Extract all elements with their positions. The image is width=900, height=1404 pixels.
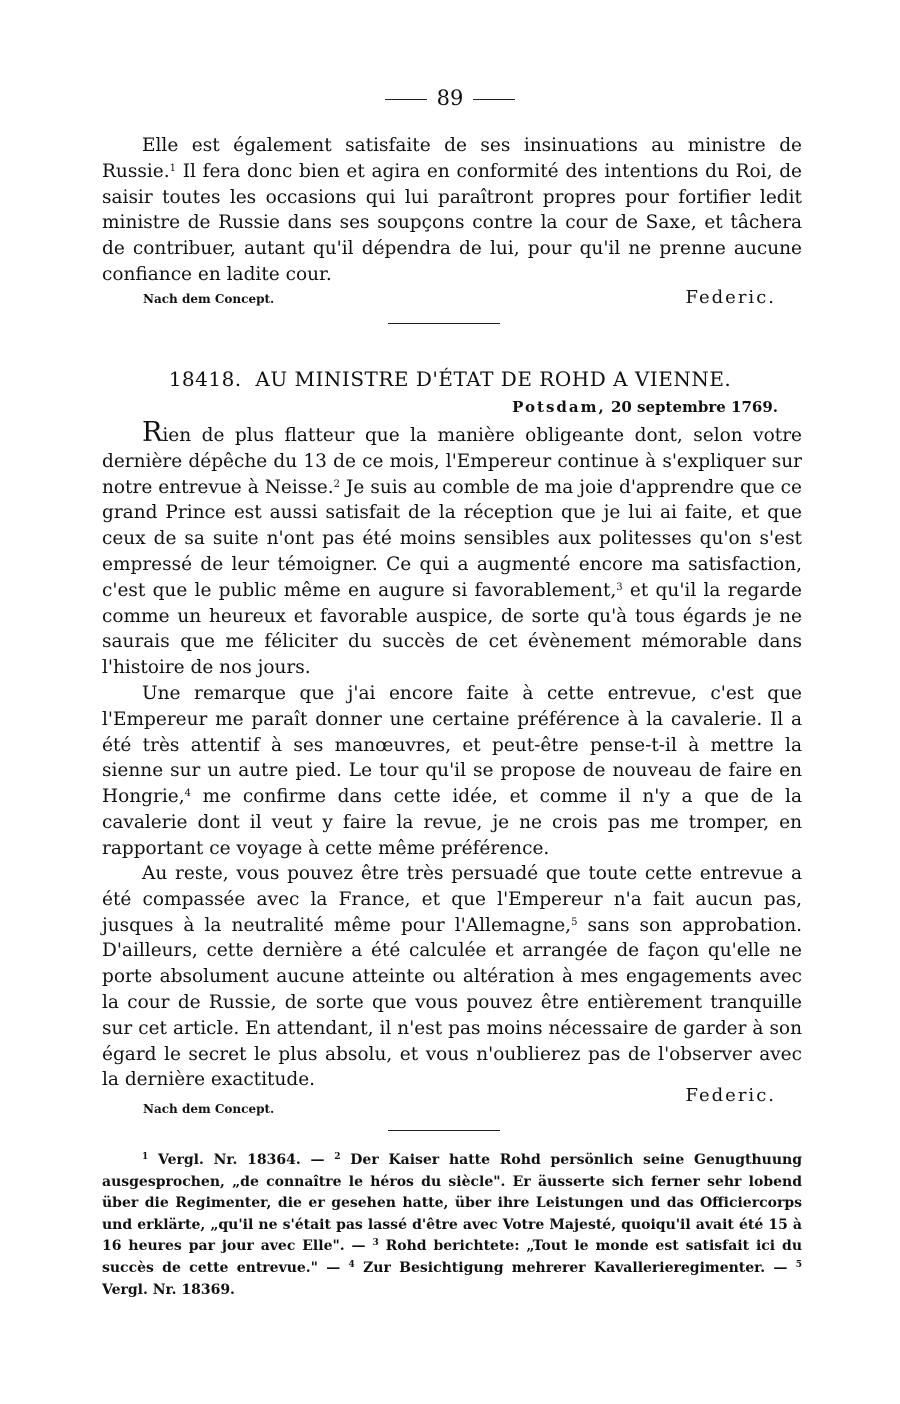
separator-rule-2 [388,1130,500,1131]
paragraph-text: me confirme dans cette idée, et comme il n'y a que de la cavalerie dont il veut y faire la revue, je ne crois pas me tromper, en rapportant ce voyage à cette même préférence. [102,786,802,859]
footnote-number-2: 2 [334,1152,341,1162]
footnote-marker-4: 4 [184,788,191,800]
header-dash-left [385,99,427,100]
footnote-text-2: Der Kaiser hatte Rohd persönlich seine Genugthuung ausgesprochen, „de connaître le héros du siècle". Er äusserte sich ferner sehr lobend über die Regimenter, die er gesehen hatte, über ihre Leistungen und das Officiercorps und erklärte, „qu'il ne s'était pas lassé d'être avec Votre Majesté, quoiqu'il avait été 15 à 16 heures par jour avec Elle". — [102,1152,802,1255]
letter-date: 20 septembre 1769. [610,398,778,416]
page-header [0,86,900,110]
letter-paragraph-3 [102,861,802,1093]
footnote-marker-3: 3 [616,581,623,593]
footnote-number-3: 3 [372,1238,379,1249]
letter-paragraph-1 [102,417,802,681]
signature-2: Federic. [685,1085,776,1106]
footnote-text-4: Zur Besichtigung mehrerer Kavallerieregimenter. — [354,1259,796,1276]
paragraph-text: ien de plus flatteur que la manière obligeante dont, selon votre dernière dépêche du 13 de ce mois, l'Empereur continue à s'expliquer sur notre entrevue à Neisse. [102,425,802,498]
paragraph-text: Une remarque que j'ai encore faite à cette entrevue, c'est que l'Empereur me paraît donner une certaine préférence à la cavalerie. Il a été très attentif à ses manœuvres, et peut-être pense-t-il à mettre la sienne sur un autre pied. Le tour qu'il se propose de nouveau de faire en Hongrie, [102,683,802,808]
source-note-2: Nach dem Concept. [143,1102,275,1116]
letter-heading [0,367,900,391]
footnote-number-4: 4 [348,1259,355,1270]
footnote-number-1: 1 [142,1152,149,1162]
page-number: 89 [436,86,464,110]
paragraph-text: Elle est également satisfaite de ses insinuations au ministre de Russie. [102,135,802,182]
paragraph-text: Au reste, vous pouvez être très persuadé que toute cette entrevue a été compassée avec la France, et que l'Empereur n'a fait aucun pas, jusques à la neutralité même pour l'Allemagne, [102,863,802,936]
previous-letter-paragraph [102,133,802,288]
footnote-text-5: Vergl. Nr. 18369. [102,1281,235,1298]
footnote-text-3: Rohd berichtete: „Tout le monde est satisfait ici du succès de cette entrevue." — [102,1238,803,1276]
initial-letter: R [142,417,163,448]
footnote-marker-5: 5 [571,916,578,928]
header-dash-right [473,99,515,100]
footnote-text-1: Vergl. Nr. 18364. — [148,1152,335,1168]
separator-rule-1 [388,323,500,324]
footnotes [102,1150,802,1301]
source-note-1: Nach dem Concept. [143,292,275,306]
letter-title: AU MINISTRE D'ÉTAT DE ROHD A VIENNE. [255,367,732,391]
letter-paragraph-2 [102,681,802,862]
letter-number: 18418. [168,367,242,391]
paragraph-text: Je suis au comble de ma joie d'apprendre que ce grand Prince est aussi satisfait de la réception que je lui ai faite, et que ceux de sa suite n'ont pas été moins sensibles aux politesses qu'on s'est empressé de leur témoigner. Ce qui a augmenté encore ma satisfaction, c'est que le public même en augure si favorablement, [102,476,802,601]
footnote-marker-1: 1 [169,162,176,174]
paragraph-text: sans son approbation. D'ailleurs, cette dernière a été calculée et arrangée de façon qu'elle ne porte absolument aucune atteinte ou altération à mes engagements avec la cour de Russie, de sorte que vous pouvez être entièrement tranquille sur cet article. En attendant, il n'est pas moins nécessaire de garder à son égard le secret le plus absolu, et vous n'oublierez pas de l'observer avec la dernière exactitude. [102,914,802,1091]
signature-1: Federic. [685,287,776,308]
letter-dateline [512,398,778,416]
paragraph-text: Il fera donc bien et agira en conformité des intentions du Roi, de saisir toutes les occasions qui lui paraîtront propres pour fortifier ledit ministre de Russie dans ses soupçons contre la cour de Saxe, et tâchera de contribuer, autant qu'il dépendra de lui, pour qu'il ne prenne aucune confiance en ladite cour. [102,160,802,285]
footnote-number-5: 5 [795,1259,802,1270]
footnote-marker-2: 2 [333,478,340,490]
letter-place: Potsdam, [512,398,606,416]
paragraph-text: et qu'il la regarde comme un heureux et favorable auspice, de sorte qu'à tous égards je ne saurais que me féliciter du succès de cet évènement mémorable dans l'histoire de nos jours. [102,579,802,679]
